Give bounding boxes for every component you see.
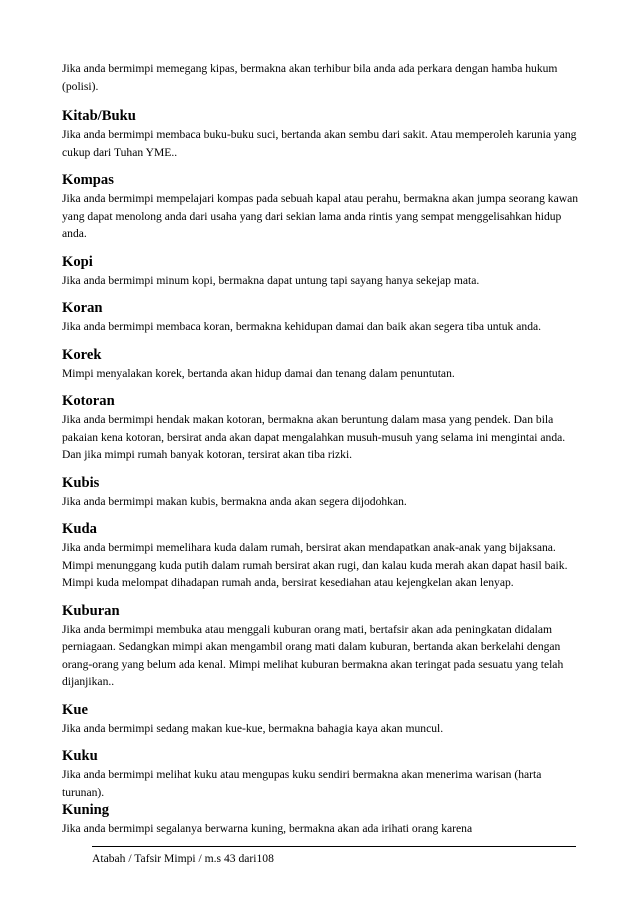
- entry-body: Jika anda bermimpi sedang makan kue-kue, bermakna bahagia kaya akan muncul.: [62, 721, 444, 735]
- entry-body: Jika anda bermimpi melihat kuku atau mengupas kuku sendiri bermakna akan menerima warisan (harta turunan).: [62, 768, 542, 799]
- entry-title: Kotoran: [62, 393, 115, 409]
- entry-body: Jika anda bermimpi minum kopi, bermakna dapat untung tapi sayang hanya sekejap mata.: [62, 273, 480, 287]
- entry-kubis: [62, 474, 582, 511]
- entry-kuku: [62, 747, 582, 801]
- intro-paragraph: Jika anda bermimpi memegang kipas, bermakna akan terhibur bila anda ada perkara dengan hamba hukum (polisi).: [62, 62, 558, 93]
- entry-body: Jika anda bermimpi mempelajari kompas pada sebuah kapal atau perahu, bermakna akan jumpa seorang kawan yang dapat menolong anda dari usaha yang dari sekian lama anda rintis yang sempat menggelisahkan hidup anda.: [62, 192, 579, 240]
- entry-title: Korek: [62, 346, 102, 363]
- entry-body: Jika anda bermimpi makan kubis, bermakna anda akan segera dijodohkan.: [62, 494, 407, 508]
- page-footer: [92, 846, 576, 867]
- entry-title: Kitab/Buku: [62, 108, 136, 124]
- entry-kuda: [62, 520, 582, 592]
- footer-text: Atabah / Tafsir Mimpi / m.s 43 dari108: [92, 852, 274, 865]
- entry-kuning: [62, 801, 582, 838]
- entry-kopi: [62, 253, 582, 290]
- entry-title: Kopi: [62, 253, 93, 270]
- entry-title: Kuda: [62, 521, 97, 537]
- entry-body: Jika anda bermimpi segalanya berwarna kuning, bermakna akan ada irihati orang karena: [62, 822, 473, 835]
- page-content: [62, 60, 582, 838]
- entry-title: Kue: [62, 701, 88, 718]
- entry-kuburan: [62, 602, 582, 691]
- entry-kotoran: [62, 392, 582, 464]
- entry-kompas: [62, 171, 582, 243]
- entry-title: Kuku: [62, 748, 98, 764]
- entry-title: Kompas: [62, 172, 114, 188]
- entry-korek: [62, 346, 582, 383]
- entry-body: Jika anda bermimpi membuka atau menggali kuburan orang mati, bertafsir akan ada peningkatan didalam perniagaan. Sedangkan mimpi akan mengambil orang mati dalam kuburan, bertanda akan berkelahi dengan orang-orang yang belum ada kenal. Mimpi melihat kuburan bermakna akan teringat pada sesuatu yang telah dijanjikan..: [62, 622, 564, 688]
- entry-title: Koran: [62, 300, 103, 316]
- entry-body: Jika anda bermimpi hendak makan kotoran, bermakna akan beruntung dalam masa yang pendek. Dan bila pakaian kena kotoran, bersirat anda akan dapat mengalahkan musuh-musuh yang selama ini mengintai anda. Dan jika mimpi rumah banyak kotoran, tersirat akan tiba rizki.: [62, 413, 566, 461]
- entry-kitab-buku: [62, 107, 582, 161]
- entry-body: Jika anda bermimpi membaca koran, bermakna kehidupan damai dan baik akan segera tiba untuk anda.: [62, 320, 542, 333]
- footer-rule: [92, 846, 576, 847]
- entry-body: Mimpi menyalakan korek, bertanda akan hidup damai dan tenang dalam penuntutan.: [62, 366, 455, 380]
- entry-koran: [62, 299, 582, 336]
- entry-body: Jika anda bermimpi membaca buku-buku suci, bertanda akan sembu dari sakit. Atau memperoleh karunia yang cukup dari Tuhan YME..: [62, 128, 577, 159]
- entry-body: Jika anda bermimpi memelihara kuda dalam rumah, bersirat akan mendapatkan anak-anak yang bijaksana. Mimpi menunggang kuda putih dalam rumah bersirat akan rugi, dan kalau kuda merah akan dapat hasil baik. Mimpi kuda melompat dihadapan rumah anda, bersirat kesediahan atau kejengkelan akan lenyap.: [62, 541, 568, 589]
- entry-title: Kuburan: [62, 602, 120, 619]
- entry-kue: [62, 701, 582, 738]
- entry-title: Kubis: [62, 474, 100, 491]
- entry-title: Kuning: [62, 802, 110, 818]
